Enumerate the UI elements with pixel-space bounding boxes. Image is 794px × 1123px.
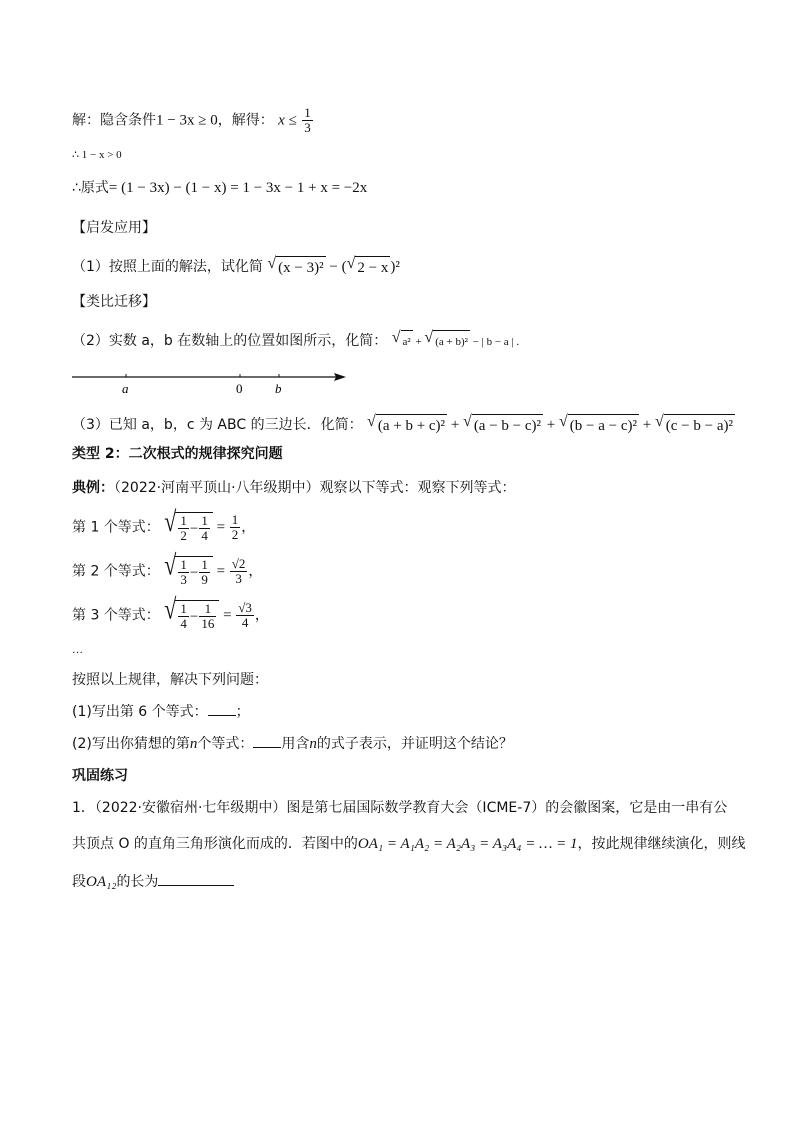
exercise-1-line-2: 共顶点 O 的直角三角形演化而成的．若图中的OA₁ = A₁A₂ = A₂A₃ = A₃A₄ = … = 1，按此规律继续演化，则线: [72, 836, 746, 852]
problem-2: (2)写出你猜想的第n个等式： 用含n的式子表示，并证明这个结论？: [72, 736, 513, 752]
type-2-heading: 类型 2：二次根式的规律探究问题: [72, 446, 283, 462]
equation-1: 第 1 个等式： √ $\frac{1}{2}$ − $\frac{1}{4}$ = $\frac{1}{2}$ ，: [72, 504, 256, 543]
exercise-1-line-1: 1．（2022·安徽宿州·七年级期中）图是第七届国际数学教育大会（ICME-7）的会徽图案，它是由一串有公: [72, 800, 728, 816]
fraction-one-third: $\frac{1}{3}$: [304, 105, 311, 135]
problem-1: (1)写出第 6 个等式： ；: [72, 704, 250, 720]
solution-line-1: 解：隐含条件1 − 3x ≥ 0，解得： x ≤ $\frac{1}{3}$: [72, 105, 311, 135]
equation-2: 第 2 个等式： √ $\frac{1}{3}$ − $\frac{1}{9}$ = $\frac{√2}{3}$ ，: [72, 548, 263, 587]
solution-line-2: ∴ 1 − x > 0: [72, 149, 122, 161]
exercise-1-line-3: 段OA₁₂的长为: [72, 872, 234, 892]
sqrt-expression: √ (a + b)²: [424, 330, 470, 352]
number-line-label-b: b: [275, 381, 282, 396]
sqrt-expression: √ (x − 3)²: [267, 255, 324, 276]
sqrt-expression: √ a²: [392, 330, 413, 352]
answer-blank[interactable]: [158, 885, 234, 886]
sqrt-expression: √ (a − b − c)²: [463, 413, 542, 434]
question-3: （3）已知 a，b，c 为 ABC 的三边长．化简： √ (a + b + c)² + √ (a − b − c)² + √ (b − a − c)² + √ (c − b − a)²: [72, 413, 734, 434]
solution-line-3: ∴原式= (1 − 3x) − (1 − x) = 1 − 3x − 1 + x = −2x: [72, 180, 368, 196]
section-qifa-heading: 【启发应用】: [72, 220, 156, 236]
sqrt-expression: √ (a + b + c)²: [367, 413, 446, 434]
number-line: [70, 362, 360, 398]
ellipsis: …: [72, 644, 83, 656]
number-line-label-a: a: [122, 381, 129, 396]
sqrt-expression: √ 2 − x: [346, 255, 389, 276]
practice-heading: 巩固练习: [72, 768, 128, 784]
example-line: 典例：（2022·河南平顶山·八年级期中）观察以下等式：观察下列等式：: [72, 480, 516, 496]
sqrt-expression: √ (b − a − c)²: [559, 413, 638, 434]
question-1: （1）按照上面的解法，试化简 √ (x − 3)² − ( √ 2 − x )²: [72, 255, 400, 276]
rule-intro: 按照以上规律，解决下列问题：: [72, 672, 268, 688]
equation-3: 第 3 个等式： √ $\frac{1}{4}$ − $\frac{1}{16}$ = $\frac{√3}{4}$ ，: [72, 592, 269, 631]
section-leibi-heading: 【类比迁移】: [72, 294, 156, 310]
answer-blank[interactable]: [253, 747, 281, 748]
sqrt-expression: √ (c − b − a)²: [655, 413, 734, 434]
answer-blank[interactable]: [208, 715, 236, 716]
number-line-label-zero: 0: [236, 381, 243, 396]
question-2: （2）实数 a，b 在数轴上的位置如图所示，化简： √ a² + √ (a + b)² − | b − a | .: [72, 330, 519, 352]
